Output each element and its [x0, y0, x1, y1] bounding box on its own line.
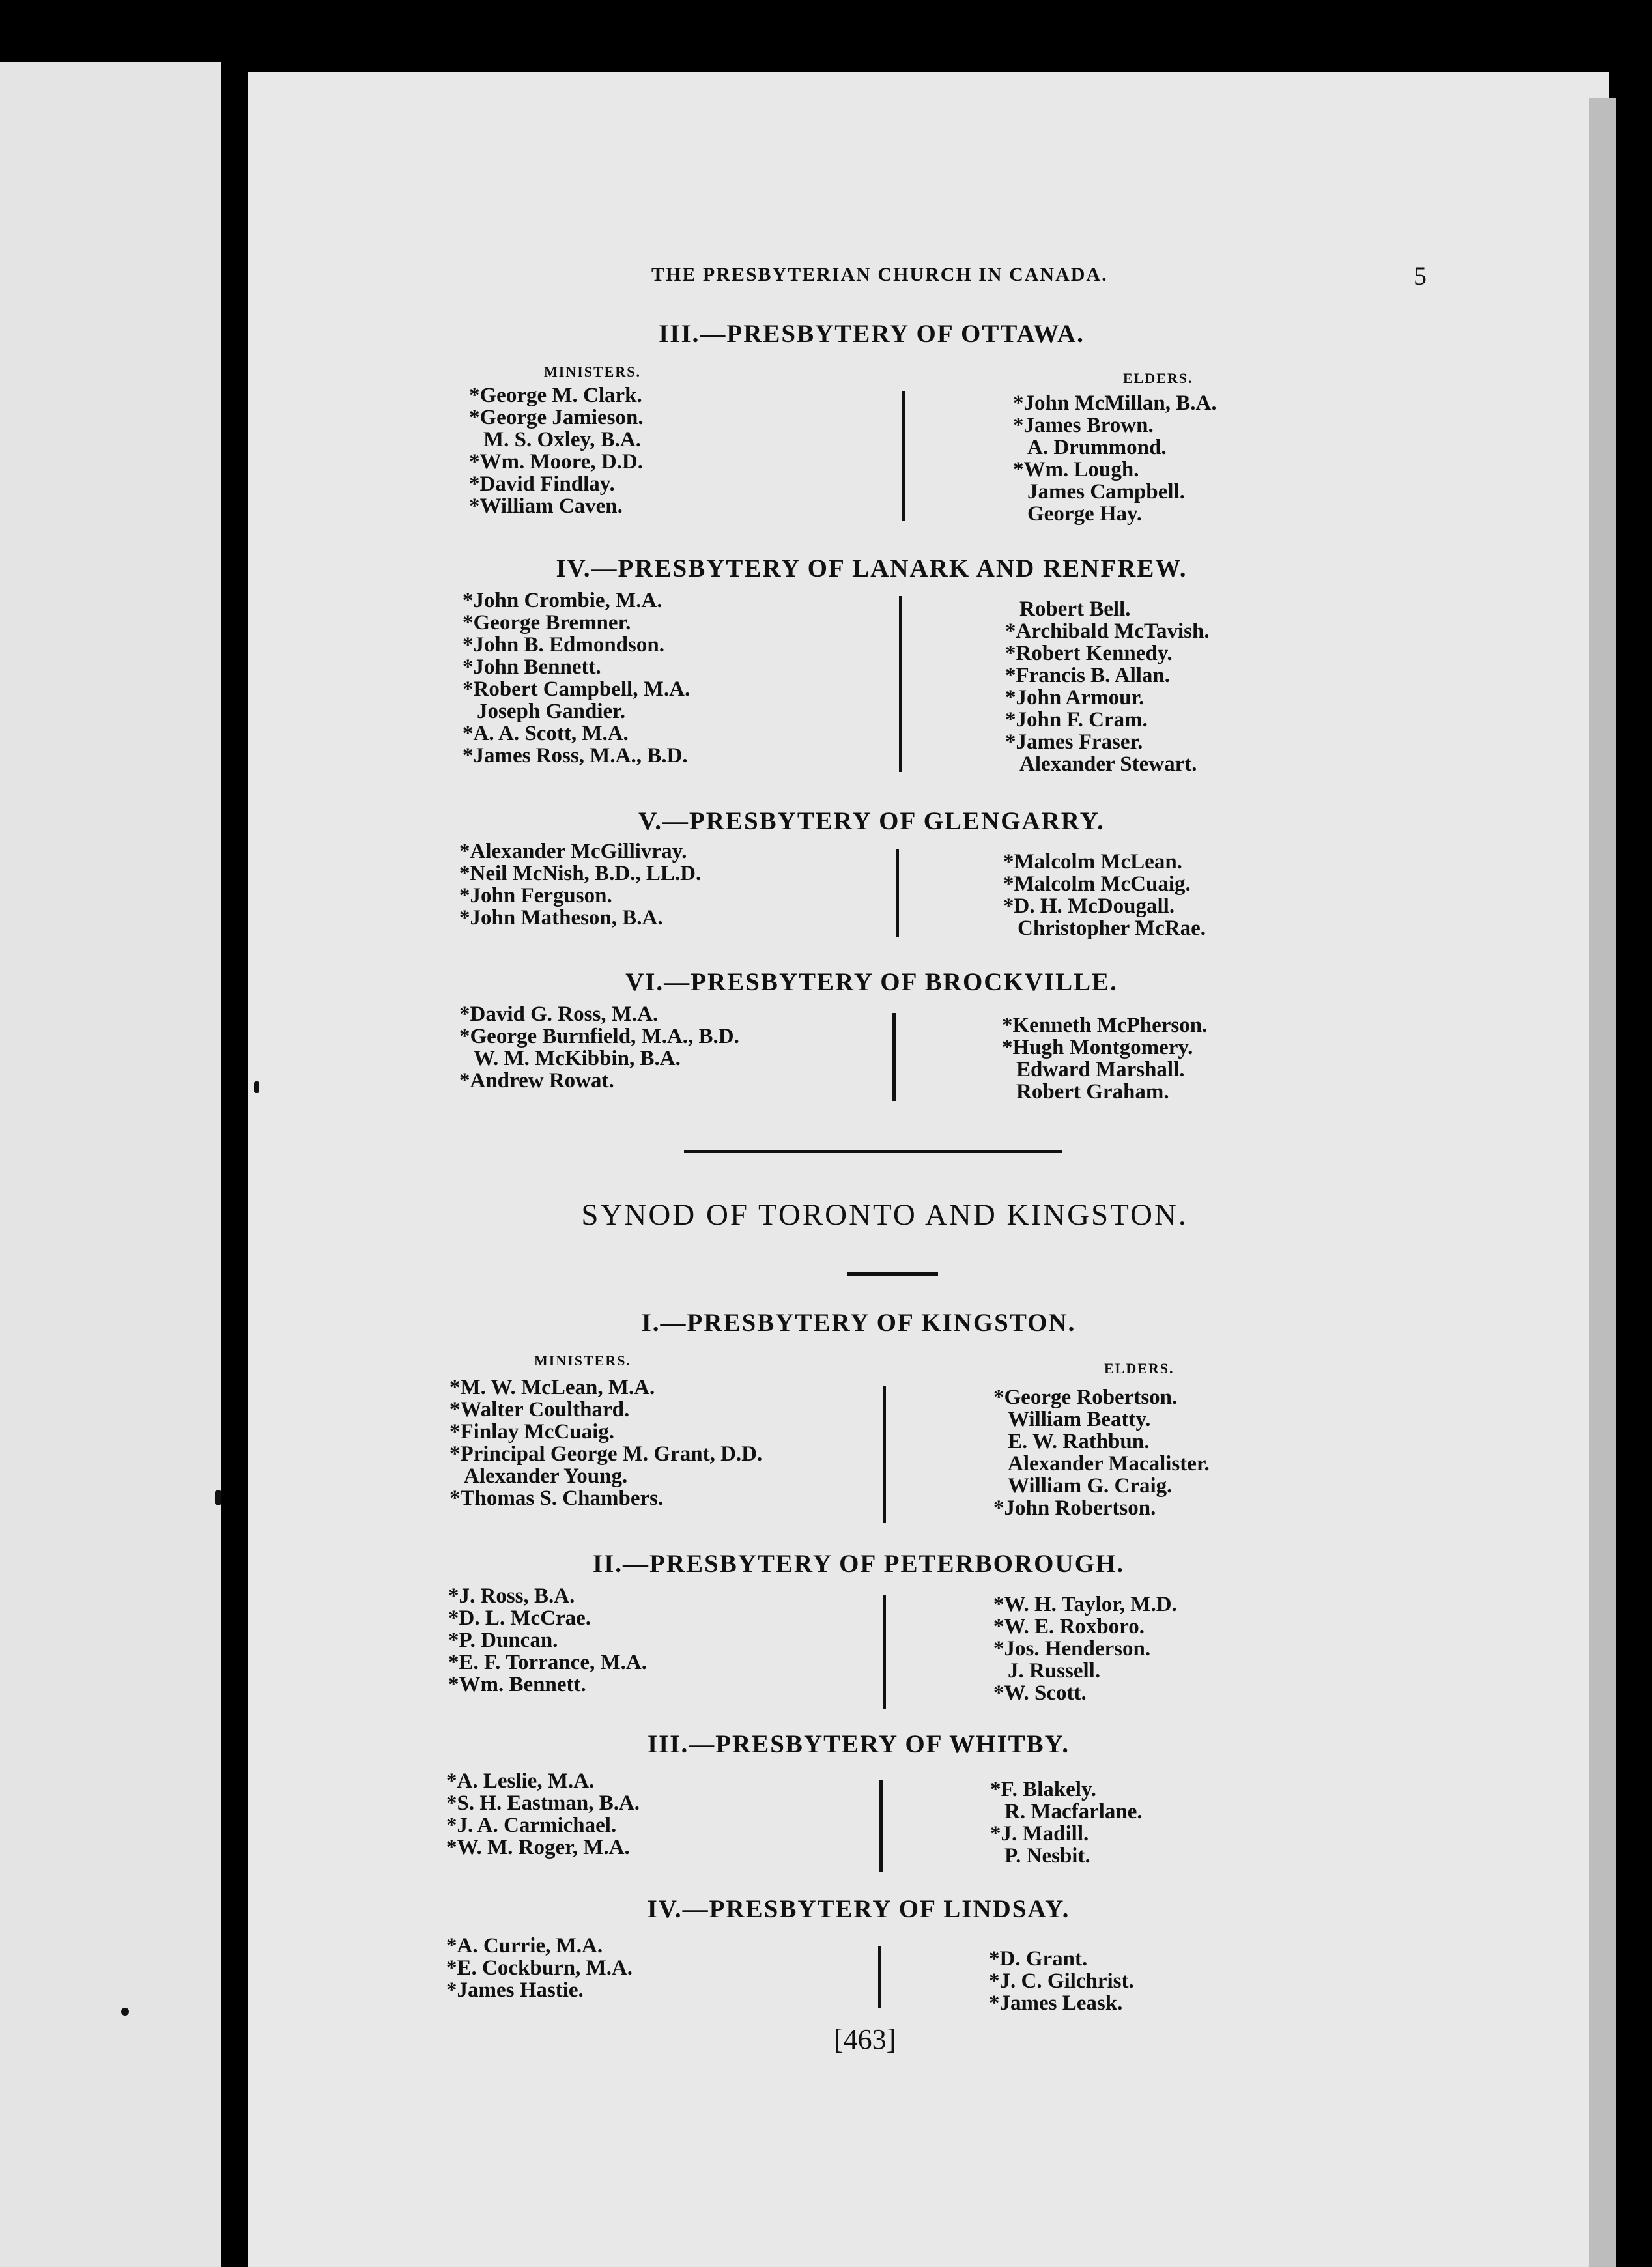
section-title: VI.—PRESBYTERY OF BROCKVILLE. — [625, 968, 1118, 996]
column-divider — [896, 849, 899, 937]
section-title: III.—PRESBYTERY OF OTTAWA. — [659, 320, 1085, 348]
list-item: William Beatty. — [1008, 1408, 1151, 1431]
list-item: *James Brown. — [1013, 414, 1154, 437]
elders-list — [993, 1386, 1210, 1519]
list-item: *J. C. Gilchrist. — [989, 1969, 1134, 1993]
column-divider — [883, 1595, 886, 1709]
list-item: *Kenneth McPherson. — [1002, 1014, 1208, 1037]
elders-list — [993, 1593, 1177, 1704]
list-item: Edward Marshall. — [1016, 1058, 1185, 1081]
list-item: *D. Grant. — [989, 1947, 1088, 1971]
list-item: R. Macfarlane. — [1004, 1800, 1143, 1823]
list-item: *John Armour. — [1005, 686, 1145, 709]
ministers-list — [469, 384, 644, 517]
list-item: *A. Currie, M.A. — [446, 1934, 603, 1958]
list-item: *E. F. Torrance, M.A. — [448, 1651, 647, 1674]
elders-list — [990, 1778, 1143, 1867]
list-item: *Malcolm McCuaig. — [1003, 872, 1191, 896]
list-item: *J. Ross, B.A. — [448, 1584, 575, 1608]
column-divider — [892, 1013, 896, 1101]
ministers-heading: MINISTERS. — [534, 1352, 631, 1369]
list-item: James Campbell. — [1027, 480, 1185, 504]
separator-rule — [847, 1272, 938, 1276]
list-item: *W. E. Roxboro. — [993, 1615, 1145, 1638]
list-item: *Principal George M. Grant, D.D. — [449, 1442, 763, 1466]
section-title: IV.—PRESBYTERY OF LINDSAY. — [647, 1895, 1070, 1923]
margin-mark — [254, 1081, 259, 1093]
list-item: Robert Bell. — [1019, 597, 1131, 621]
page-gutter — [221, 62, 236, 2267]
list-item: *F. Blakely. — [990, 1778, 1096, 1801]
margin-mark — [121, 2008, 129, 2016]
list-item: M. S. Oxley, B.A. — [483, 428, 642, 451]
section-title: I.—PRESBYTERY OF KINGSTON. — [641, 1309, 1076, 1337]
list-item: *A. Leslie, M.A. — [446, 1769, 595, 1793]
elders-heading: ELDERS. — [1104, 1360, 1175, 1376]
list-item: *A. A. Scott, M.A. — [463, 722, 629, 745]
list-item: *Archibald McTavish. — [1005, 620, 1210, 643]
list-item: *Thomas S. Chambers. — [449, 1487, 664, 1510]
list-item: *James Hastie. — [446, 1978, 584, 2002]
list-item: *Robert Kennedy. — [1005, 642, 1173, 665]
list-item: *Francis B. Allan. — [1005, 664, 1171, 687]
synod-title: SYNOD OF TORONTO AND KINGSTON. — [581, 1198, 1188, 1232]
list-item: *David G. Ross, M.A. — [459, 1003, 659, 1026]
elders-list — [1005, 598, 1210, 775]
page-number: 5 — [1414, 261, 1427, 291]
list-item: *W. M. Roger, M.A. — [446, 1836, 630, 1859]
list-item: William G. Craig. — [1008, 1474, 1173, 1498]
ministers-list — [448, 1585, 647, 1696]
list-item: Joseph Gandier. — [477, 700, 626, 723]
list-item: *D. L. McCrae. — [448, 1606, 591, 1630]
list-item: *E. Cockburn, M.A. — [446, 1956, 633, 1980]
column-divider — [879, 1780, 883, 1872]
list-item: W. M. McKibbin, B.A. — [474, 1047, 681, 1070]
list-item: *David Findlay. — [469, 472, 615, 496]
list-item: *Jos. Henderson. — [993, 1637, 1151, 1661]
list-item: *John McMillan, B.A. — [1013, 392, 1217, 415]
column-divider — [878, 1946, 881, 2008]
elders-list — [1013, 392, 1217, 525]
list-item: *John Ferguson. — [459, 884, 612, 907]
list-item: *Hugh Montgomery. — [1002, 1036, 1193, 1059]
list-item: Alexander Stewart. — [1019, 752, 1197, 776]
ministers-heading: MINISTERS. — [544, 364, 641, 380]
list-item: *John Robertson. — [993, 1496, 1156, 1520]
section-title: III.—PRESBYTERY OF WHITBY. — [647, 1730, 1070, 1758]
section-title: V.—PRESBYTERY OF GLENGARRY. — [638, 807, 1105, 835]
list-item: *John F. Cram. — [1005, 708, 1148, 732]
list-item: Christopher McRae. — [1018, 917, 1206, 940]
list-item: *Wm. Moore, D.D. — [469, 450, 643, 474]
list-item: *Robert Campbell, M.A. — [463, 677, 691, 701]
ministers-list — [459, 840, 701, 929]
ministers-list — [446, 1935, 633, 2001]
list-item: *William Caven. — [469, 494, 623, 518]
list-item: *George Burnfield, M.A., B.D. — [459, 1025, 739, 1048]
list-item: *George Robertson. — [993, 1386, 1178, 1409]
list-item: *John B. Edmondson. — [463, 633, 664, 657]
list-item: *James Fraser. — [1005, 730, 1143, 754]
separator-rule — [684, 1150, 1062, 1153]
list-item: *John Crombie, M.A. — [463, 589, 662, 612]
list-item: *George Bremner. — [463, 611, 631, 634]
list-item: *Andrew Rowat. — [459, 1069, 614, 1092]
list-item: *Wm. Lough. — [1013, 458, 1139, 481]
section-title: II.—PRESBYTERY OF PETERBOROUGH. — [592, 1550, 1125, 1578]
ministers-list — [446, 1770, 640, 1859]
list-item: *P. Duncan. — [448, 1629, 558, 1652]
list-item: *John Matheson, B.A. — [459, 906, 663, 930]
elders-list — [1003, 851, 1206, 939]
list-item: *Malcolm McLean. — [1003, 850, 1182, 874]
folio-number: [463] — [834, 2023, 896, 2055]
list-item: *Walter Coulthard. — [449, 1398, 630, 1421]
list-item: *Alexander McGillivray. — [459, 840, 687, 863]
list-item: *S. H. Eastman, B.A. — [446, 1791, 640, 1815]
page-edge — [1589, 98, 1616, 2267]
list-item: P. Nesbit. — [1004, 1844, 1090, 1868]
facing-page — [0, 62, 221, 2267]
elders-heading: ELDERS. — [1123, 370, 1193, 386]
list-item: *Finlay McCuaig. — [449, 1420, 614, 1444]
list-item: Alexander Macalister. — [1008, 1452, 1210, 1476]
elders-list — [1002, 1014, 1207, 1103]
list-item: Alexander Young. — [464, 1464, 628, 1488]
list-item: *W. Scott. — [993, 1681, 1087, 1705]
elders-list — [989, 1948, 1134, 2014]
list-item: *Wm. Bennett. — [448, 1673, 586, 1696]
ministers-list — [459, 1003, 739, 1092]
list-item: Robert Graham. — [1016, 1080, 1169, 1104]
running-title: THE PRESBYTERIAN CHURCH IN CANADA. — [651, 264, 1108, 285]
column-divider — [899, 596, 902, 772]
list-item: *John Bennett. — [463, 655, 601, 679]
ministers-list — [449, 1376, 762, 1509]
ministers-list — [463, 590, 690, 767]
list-item: *Neil McNish, B.D., LL.D. — [459, 862, 702, 885]
list-item: *George Jamieson. — [469, 406, 644, 429]
column-divider — [883, 1386, 886, 1523]
list-item: *George M. Clark. — [469, 384, 642, 407]
list-item: J. Russell. — [1008, 1659, 1101, 1683]
list-item: *W. H. Taylor, M.D. — [993, 1593, 1177, 1616]
list-item: *J. Madill. — [990, 1822, 1089, 1846]
list-item: A. Drummond. — [1027, 436, 1167, 459]
list-item: *D. H. McDougall. — [1003, 894, 1175, 918]
column-divider — [902, 391, 905, 521]
list-item: *James Leask. — [989, 1991, 1123, 2015]
list-item: George Hay. — [1027, 502, 1142, 526]
list-item: E. W. Rathbun. — [1008, 1430, 1150, 1453]
list-item: *M. W. McLean, M.A. — [449, 1376, 655, 1399]
list-item: *J. A. Carmichael. — [446, 1814, 617, 1837]
margin-mark — [215, 1490, 221, 1505]
section-title: IV.—PRESBYTERY OF LANARK AND RENFREW. — [556, 554, 1188, 582]
list-item: *James Ross, M.A., B.D. — [463, 744, 688, 767]
